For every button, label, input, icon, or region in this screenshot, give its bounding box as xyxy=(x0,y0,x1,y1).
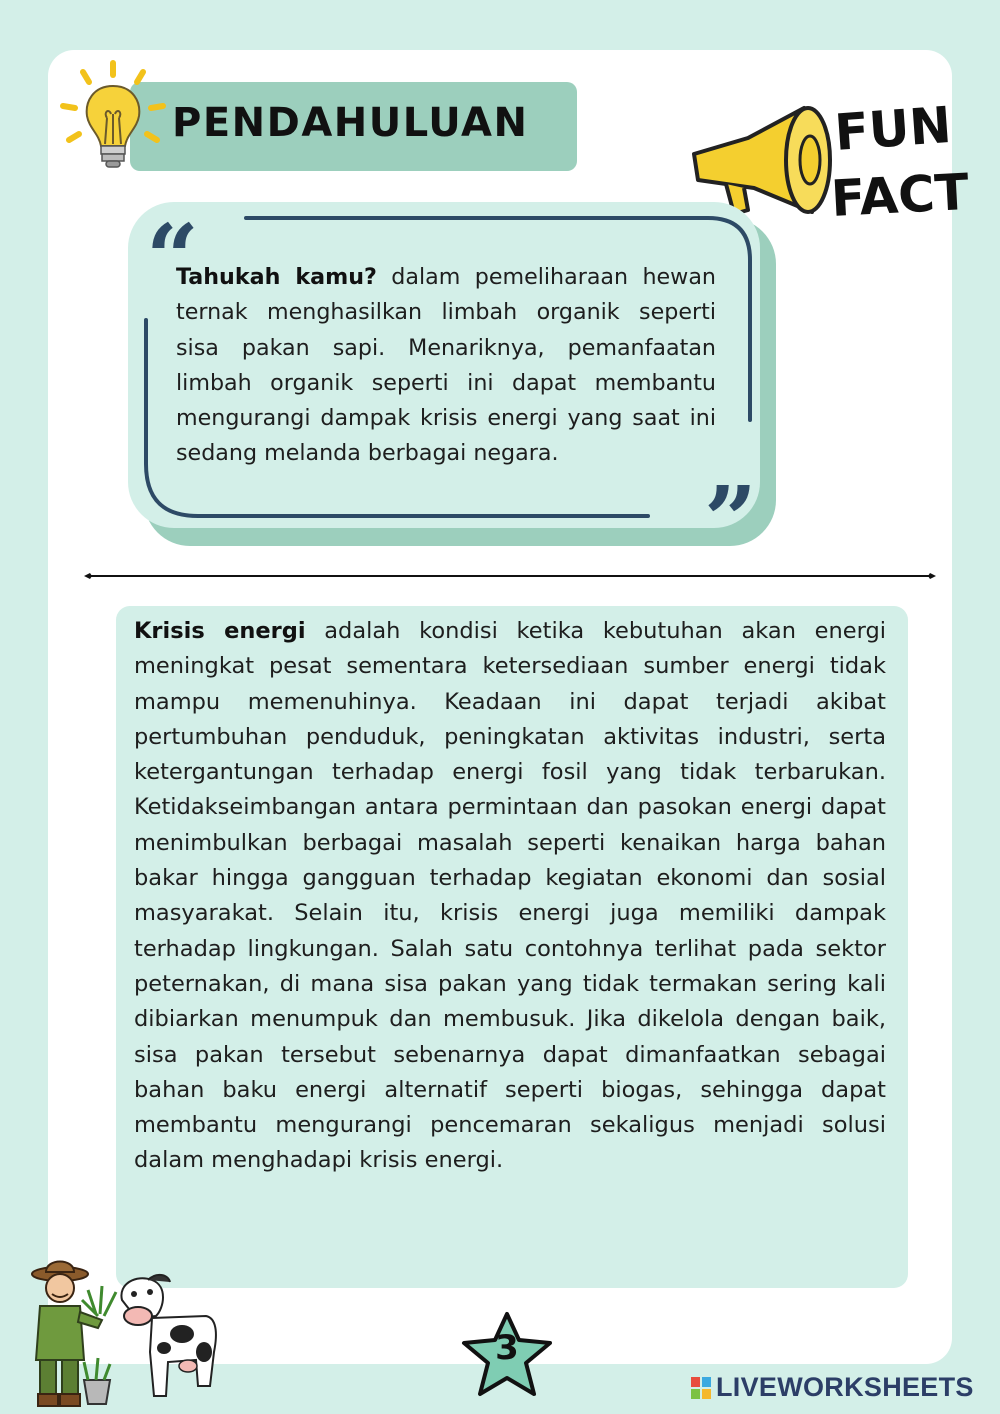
fun-fact-line2: FACT xyxy=(829,162,971,228)
close-quote-mark: ” xyxy=(704,466,757,574)
fun-fact-lead: Tahukah kamu? xyxy=(176,264,377,290)
section-divider xyxy=(84,570,936,582)
body-paragraph xyxy=(134,614,886,1179)
open-quote-mark: “ xyxy=(146,204,199,312)
page-number: 3 xyxy=(495,1328,519,1368)
light-bulb-icon xyxy=(55,58,165,173)
fun-fact-paragraph xyxy=(176,260,716,472)
fun-fact-text: dalam pemeliharaan hewan ternak menghasilkan limbah organik seperti sisa pakan sapi. Menariknya, pemanfaatan limbah organik seperti ini dapat membantu mengurangi dampak krisis energi yang saat ini sedang melanda berbagai negara. xyxy=(176,264,716,467)
body-text: adalah kondisi ketika kebutuhan akan energi meningkat pesat sementara ketersediaan sumber energi tidak mampu memenuhinya. Keadaan ini dapat terjadi akibat pertumbuhan penduduk, peningkatan aktivitas industri, serta ketergantungan terhadap energi fosil yang tidak terbarukan. Ketidakseimbangan antara permintaan dan pasokan energi dapat menimbulkan berbagai masalah seperti kenaikan harga bahan bakar hingga gangguan terhadap kegiatan ekonomi dan sosial masyarakat. Selain itu, krisis energi juga memiliki dampak terhadap lingkungan. Salah satu contohnya terlihat pada sektor peternakan, di mana sisa pakan yang tidak termakan sering kali dibiarkan menumpuk dan membusuk. Jika dikelola dengan baik, sisa pakan tersebut sebenarnya dapat dimanfaatkan sebagai bahan baku energi alternatif seperti biogas, sehingga dapat membantu mengurangi pencemaran sekaligus menjadi solusi dalam menghadapi krisis energi. xyxy=(134,618,886,1174)
page-title: PENDAHULUAN xyxy=(172,100,529,146)
farmer-cow-illustration xyxy=(18,1256,218,1412)
fun-fact-line1: FUN xyxy=(832,95,954,162)
liveworksheets-brand[interactable]: LIVEWORKSHEETS xyxy=(716,1372,974,1402)
body-lead: Krisis energi xyxy=(134,618,306,644)
liveworksheets-logo-icon xyxy=(690,1376,712,1400)
